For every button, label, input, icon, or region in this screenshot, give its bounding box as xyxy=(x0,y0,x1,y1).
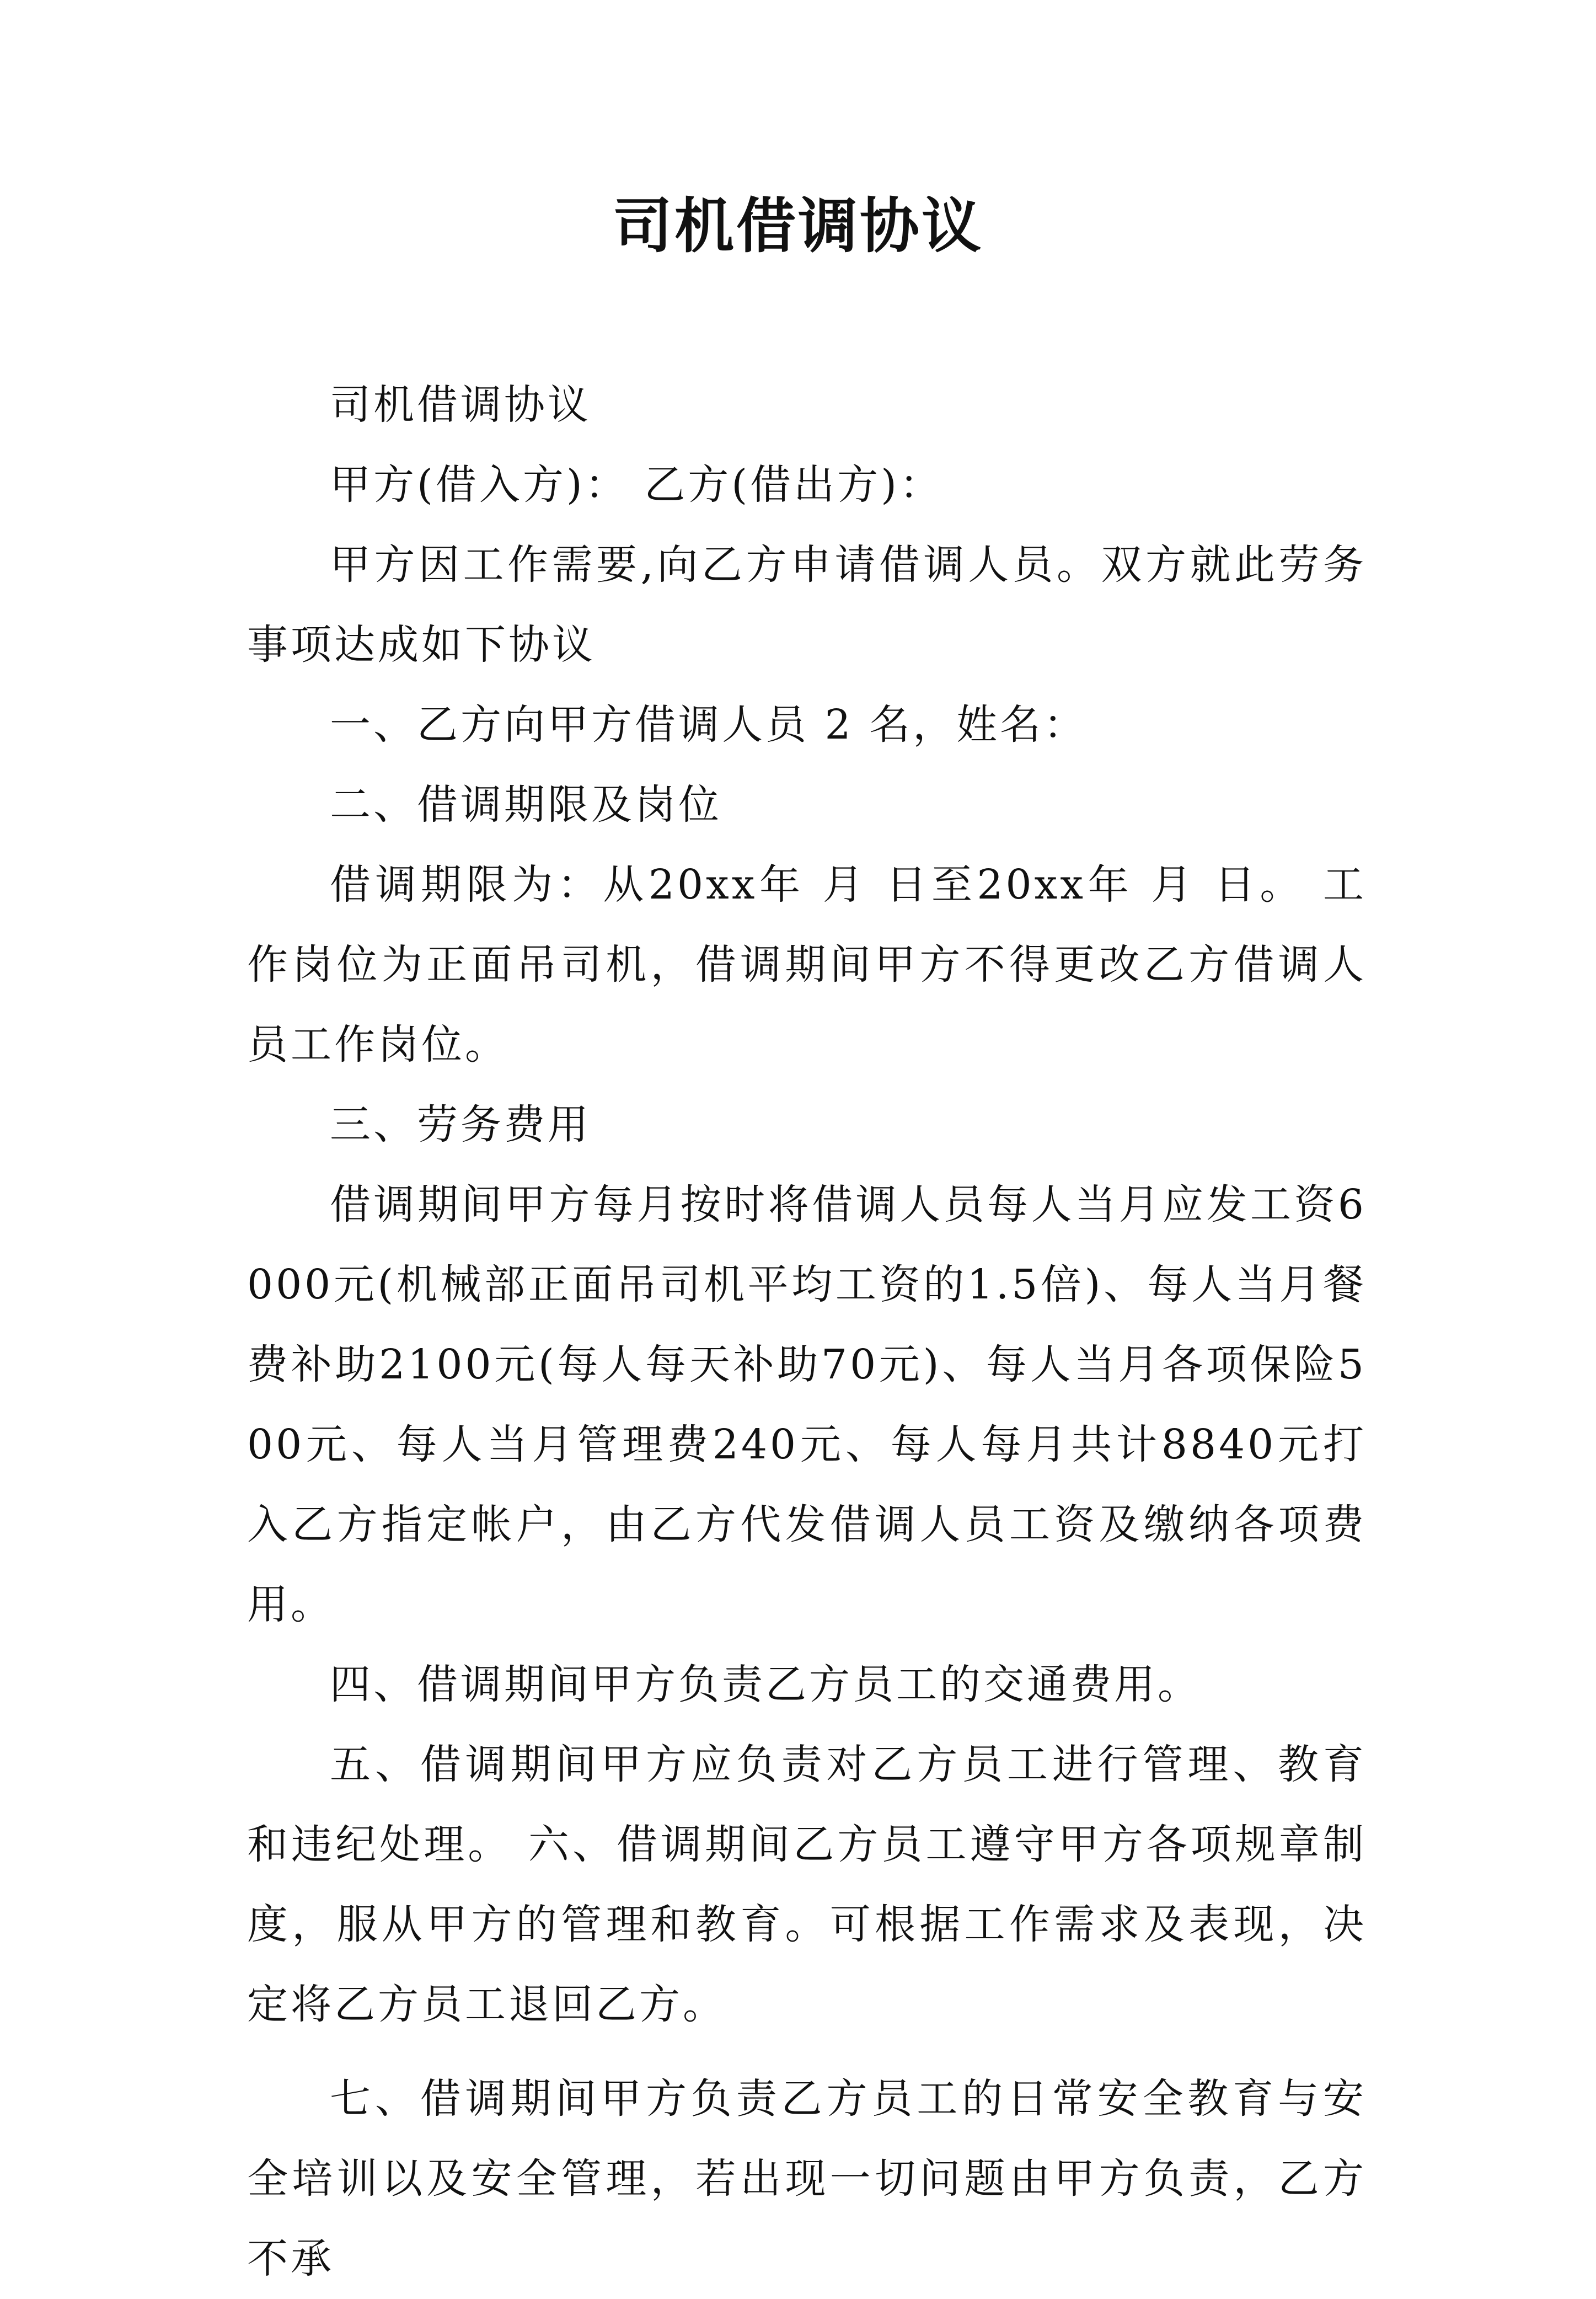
clause-5-6: 五、借调期间甲方应负责对乙方员工进行管理、教育和违纪处理。 六、借调期间乙方员工遵守甲方各项规章制度，服从甲方的管理和教育。可根据工作需求及表现，决定将乙方员工退回乙方。 xyxy=(247,1741,1367,2028)
clause-3-heading: 三、劳务费用 xyxy=(330,1101,591,1148)
paragraph-heading-repeat: 司机借调协议 xyxy=(330,381,591,429)
paragraph-parties: 甲方(借入方)： 乙方(借出方)： xyxy=(330,461,944,509)
paragraph-purpose: 甲方因工作需要,向乙方申请借调人员。双方就此劳务事项达成如下协议 xyxy=(247,541,1367,669)
clause-4: 四、借调期间甲方负责乙方员工的交通费用。 xyxy=(330,1661,1201,1708)
document-title: 司机借调协议 xyxy=(612,191,983,261)
clause-7: 七、借调期间甲方负责乙方员工的日常安全教育与安全培训以及安全管理，若出现一切问题由甲方负责，乙方不承 xyxy=(247,2075,1367,2282)
clause-1: 一、乙方向甲方借调人员 2 名，姓名： xyxy=(330,701,1088,748)
clause-2-term: 借调期限为：从20xx年 月 日至20xx年 月 日。 工作岗位为正面吊司机，借调期间甲方不得更改乙方借调人员工作岗位。 xyxy=(247,861,1367,1068)
clause-3-fees: 借调期间甲方每月按时将借调人员每人当月应发工资6000元(机械部正面吊司机平均工资的1.5倍)、每人当月餐费补助2100元(每人每天补助70元)、每人当月各项保险500元、每人当月管理费240元、每人每月共计8840元打入乙方指定帐户，由乙方代发借调人员工资及缴纳各项费用。 xyxy=(247,1181,1367,1628)
document-body xyxy=(247,365,1367,2299)
clause-2-heading: 二、借调期限及岗位 xyxy=(330,781,722,828)
